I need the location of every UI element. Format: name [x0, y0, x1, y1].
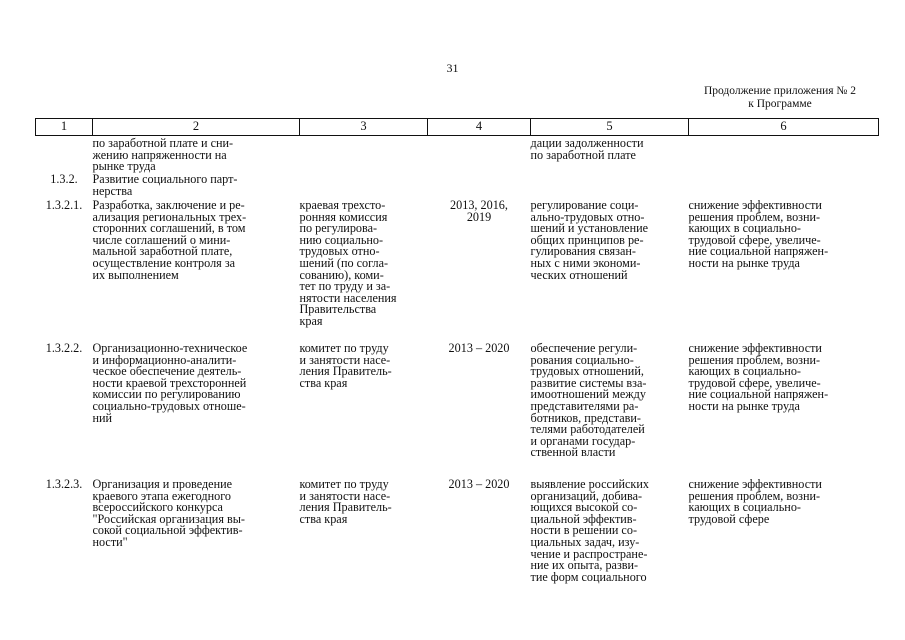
header-cell: 2: [93, 119, 300, 136]
row-number: 1.3.2.3.: [45, 477, 83, 491]
row-number: 1.3.2.1.: [45, 198, 83, 212]
header-cell: 5: [531, 119, 689, 136]
period-cell: [428, 136, 531, 175]
table-row: [36, 343, 879, 479]
header-row: [36, 119, 879, 136]
measure-cell: Организация и проведение краевого этапа ежегодного всероссийского конкурса "Российская организация вы- сокой социальной эффектив- ности": [92, 477, 245, 549]
consequence-cell: снижение эффективности решения проблем, возни- кающих в социально- трудовой сфере, увеличе- ние социальной напряжен- ности на рынке труда: [688, 198, 829, 270]
program-table: [35, 118, 879, 604]
executor-cell: комитет по труду и занятости насе- ления Правитель- ства края: [299, 477, 392, 526]
consequence-cell: [689, 174, 879, 200]
result-cell: дации задолженности по заработной плате: [530, 136, 644, 162]
row-number: [36, 136, 93, 175]
header-cell: 3: [300, 119, 428, 136]
result-cell: [531, 174, 689, 200]
executor-cell: краевая трехсто- ронняя комиссия по регулирова- нию социально- трудовых отно- шений (по согла- сованию), коми- тет по труду и за- нятости населения Правительства края: [299, 198, 397, 328]
measure-cell: Организационно-техническое и информационно-аналити- ческое обеспечение деятель- ности краевой трехсторонней комиссии по регулированию социально-трудовых отноше- ний: [92, 341, 248, 425]
result-cell: обеспечение регули- рования социально- трудовых отношений, развитие системы вза- имоотношений между представителями ра- ботников, представи- телями работодателей и органами государ- ственной власти: [530, 341, 647, 460]
period-cell: 2013 – 2020: [448, 341, 510, 355]
executor-cell: [300, 174, 428, 200]
table-row: [36, 479, 879, 604]
table-row: [36, 174, 879, 200]
header-cell: 4: [428, 119, 531, 136]
measure-cell: по заработной плате и сни- жению напряженности на рынке труда: [92, 136, 234, 174]
executor-cell: комитет по труду и занятости насе- ления Правитель- ства края: [299, 341, 392, 390]
period-cell: 2013 – 2020: [448, 477, 510, 491]
table-row: [36, 200, 879, 343]
appendix-note: Продолжение приложения № 2 к Программе: [703, 85, 857, 110]
executor-cell: [300, 136, 428, 175]
measure-cell: Разработка, заключение и ре- ализация региональных трех- сторонних соглашений, в том числе соглашений о мини- мальной заработной плате, осуществление контроля за их выполнением: [92, 198, 247, 282]
table-row: [36, 136, 879, 175]
page-number: 31: [446, 61, 459, 75]
consequence-cell: снижение эффективности решения проблем, возни- кающих в социально- трудовой сфере: [688, 477, 822, 526]
measure-cell: Развитие социального парт- нерства: [92, 172, 238, 198]
row-number: 1.3.2.: [50, 172, 78, 186]
row-number: 1.3.2.2.: [45, 341, 83, 355]
period-cell: [428, 174, 531, 200]
header-cell: 1: [36, 119, 93, 136]
header-cell: 6: [689, 119, 879, 136]
period-cell: 2013, 2016, 2019: [450, 198, 508, 224]
consequence-cell: [689, 136, 879, 175]
consequence-cell: снижение эффективности решения проблем, возни- кающих в социально- трудовой сфере, увеличе- ние социальной напряжен- ности на рынке труда: [688, 341, 829, 413]
result-cell: выявление российских организаций, добива- ющихся высокой со- циальной эффектив- ности в решении со- циальных задач, изу- чение и распростране- ние их опыта, разви- тие форм социального: [530, 477, 649, 584]
result-cell: регулирование соци- ально-трудовых отно- шений и установление общих принципов ре- гулирования связан- ных с ними экономи- ческих отношений: [530, 198, 649, 282]
